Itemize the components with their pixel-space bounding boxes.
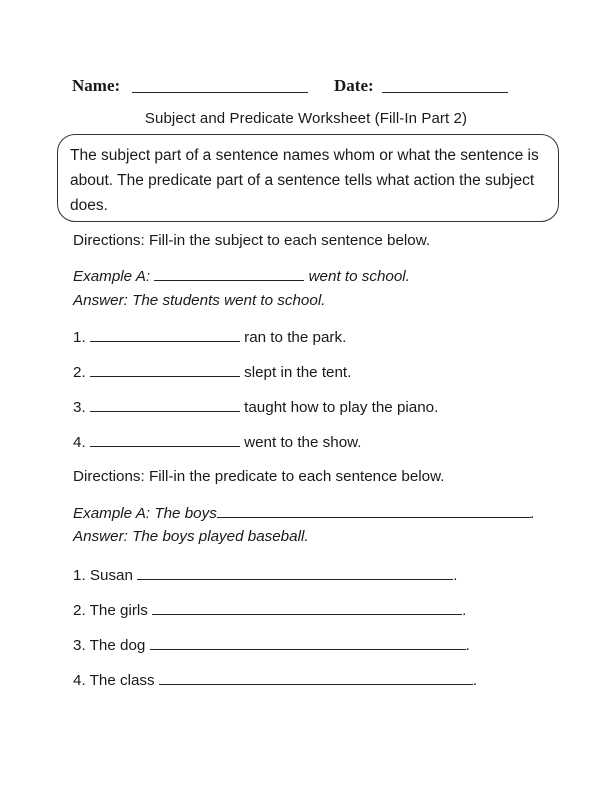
subject-item-rest: ran to the park. [244,329,347,346]
predicate-item-subject: 3. The dog [73,637,146,654]
predicate-example-suffix: . [530,505,536,522]
subject-item-4 [73,432,362,452]
subject-example [73,266,410,286]
predicate-item-subject: 2. The girls [73,602,148,619]
subject-item-number: 3. [73,399,86,416]
subject-directions: Directions: Fill-in the subject to each sentence below. [73,232,431,249]
subject-item-rest: taught how to play the piano. [244,399,439,416]
predicate-example-blank [217,503,531,518]
predicate-blank-3[interactable] [150,635,466,650]
subject-item-2 [73,362,351,382]
subject-item-number: 2. [73,364,86,381]
subject-item-number: 4. [73,434,86,451]
page-title: Subject and Predicate Worksheet (Fill-In Part 2) [144,110,468,127]
subject-item-3 [73,397,438,417]
date-blank[interactable] [382,92,508,93]
subject-item-rest: slept in the tent. [244,364,352,381]
subject-example-suffix: went to school. [308,268,410,285]
predicate-blank-2[interactable] [152,600,462,615]
predicate-blank-1[interactable] [137,565,453,580]
date-label: Date: [334,76,374,95]
predicate-example-prefix: Example A: The boys [73,505,217,522]
predicate-item-2 [73,600,466,620]
predicate-blank-4[interactable] [159,670,473,685]
predicate-item-subject: 4. The class [73,672,155,689]
subject-example-blank [154,266,304,281]
subject-blank-2[interactable] [90,362,240,377]
predicate-item-end: . [465,637,470,654]
subject-example-prefix: Example A: [73,268,151,285]
subject-item-number: 1. [73,329,86,346]
predicate-item-3 [73,635,470,655]
predicate-item-end: . [453,567,458,584]
header [72,76,542,98]
subject-item-1 [73,327,346,347]
predicate-item-end: . [462,602,467,619]
subject-example-answer: Answer: The students went to school. [73,292,326,309]
name-blank[interactable] [132,92,308,93]
subject-blank-3[interactable] [90,397,240,412]
predicate-item-end: . [472,672,478,689]
predicate-directions: Directions: Fill-in the predicate to each sentence below. [73,468,445,485]
predicate-example [73,503,535,523]
predicate-item-subject: 1. Susan [73,567,133,584]
definition-box [57,134,559,222]
predicate-example-answer: Answer: The boys played baseball. [73,528,309,545]
subject-blank-4[interactable] [90,432,240,447]
subject-blank-1[interactable] [90,327,240,342]
predicate-item-1 [73,565,457,585]
definition-text: The subject part of a sentence names whom or what the sentence is about. The predicate part of a sentence tells what action the subject does. [70,147,539,214]
name-label: Name: [72,76,121,95]
subject-item-rest: went to the show. [244,434,362,451]
predicate-item-4 [73,670,477,690]
